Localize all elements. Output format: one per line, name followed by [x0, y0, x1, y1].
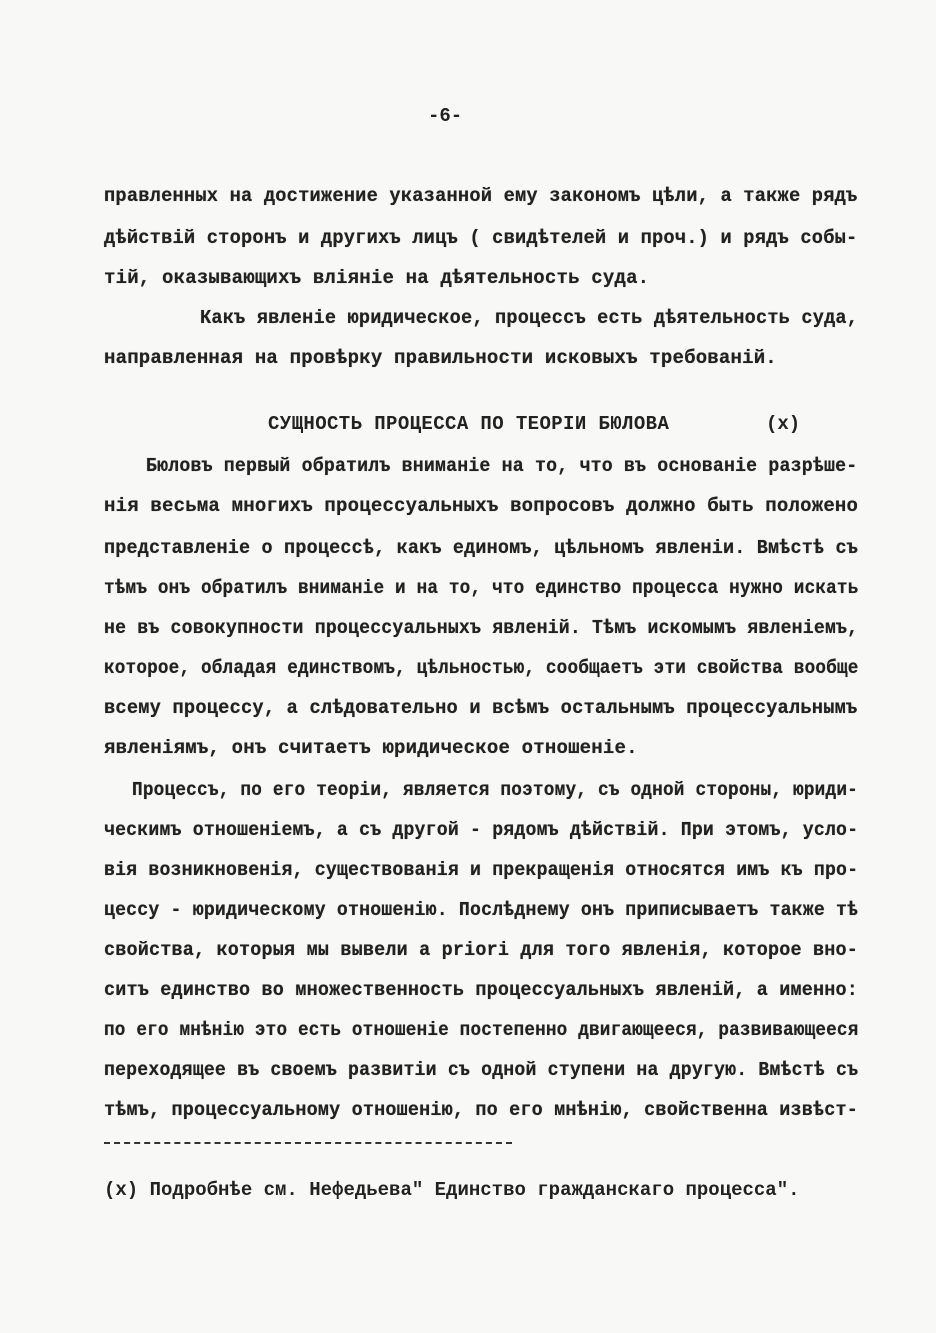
- text-line: направленная на провѣрку правильности исковыхъ требованій.: [104, 347, 777, 369]
- text-line: нія весьма многихъ процессуальныхъ вопросовъ должно быть положено: [104, 495, 859, 517]
- text-line: Какъ явленіе юридическое, процессъ есть дѣятельность суда,: [200, 307, 859, 329]
- text-line: тѣмъ онъ обратилъ вниманіе и на то, что единство процесса нужно искать: [104, 577, 859, 599]
- text-line: переходящее въ своемъ развитіи съ одной ступени на другую. Вмѣстѣ съ: [104, 1059, 859, 1081]
- text-line: явленіямъ, онъ считаетъ юридическое отношеніе.: [104, 737, 638, 759]
- text-line: правленных на достижение указанной ему закономъ цѣли, а также рядъ: [104, 185, 858, 207]
- text-line: свойства, которыя мы вывели a priori для того явленія, которое вно-: [104, 939, 859, 961]
- footnote-separator: [104, 1142, 512, 1144]
- footnote-reference: (х): [766, 413, 801, 435]
- text-line: Процессъ, по его теоріи, является поэтому, съ одной стороны, юриди-: [132, 779, 859, 801]
- text-line: цессу - юридическому отношенію. Послѣднему онъ приписываетъ также тѣ: [104, 899, 859, 921]
- footnote: (х) Подробнѣе см. Нефедьева" Единство гражданскаго процесса".: [104, 1179, 800, 1201]
- text-line: тій, оказывающихъ вліяніе на дѣятельность суда.: [104, 267, 650, 289]
- text-line: по его мнѣнію это есть отношеніе постепенно двигающееся, развивающееся: [104, 1019, 859, 1041]
- text-line: вія возникновенія, существованія и прекращенія относятся имъ къ про-: [104, 859, 859, 881]
- page-number: -6-: [428, 105, 463, 127]
- section-heading: СУЩНОСТЬ ПРОЦЕССА ПО ТЕОРІИ БЮЛОВА: [268, 413, 670, 435]
- text-line: Бюловъ первый обратилъ вниманіе на то, что въ основаніе разрѣше-: [146, 455, 858, 477]
- text-line: дѣйствій сторонъ и другихъ лицъ ( свидѣтелей и проч.) и рядъ собы-: [104, 227, 858, 249]
- text-line: представленіе о процессѣ, какъ единомъ, цѣльномъ явленіи. Вмѣстѣ съ: [104, 537, 859, 559]
- text-line: которое, обладая единствомъ, цѣльностью, сообщаетъ эти свойства вообще: [104, 657, 859, 679]
- text-line: ситъ единство во множественность процессуальныхъ явленій, а именно:: [104, 979, 859, 1001]
- text-line: не въ совокупности процессуальныхъ явленій. Тѣмъ искомымъ явленіемъ,: [104, 617, 859, 639]
- text-line: ческимъ отношеніемъ, а съ другой - рядомъ дѣйствій. При этомъ, усло-: [104, 819, 859, 841]
- text-line: всему процессу, а слѣдовательно и всѣмъ остальнымъ процессуальнымъ: [104, 697, 858, 719]
- text-line: тѣмъ, процессуальному отношенію, по его мнѣнію, свойственна извѣст-: [104, 1099, 859, 1121]
